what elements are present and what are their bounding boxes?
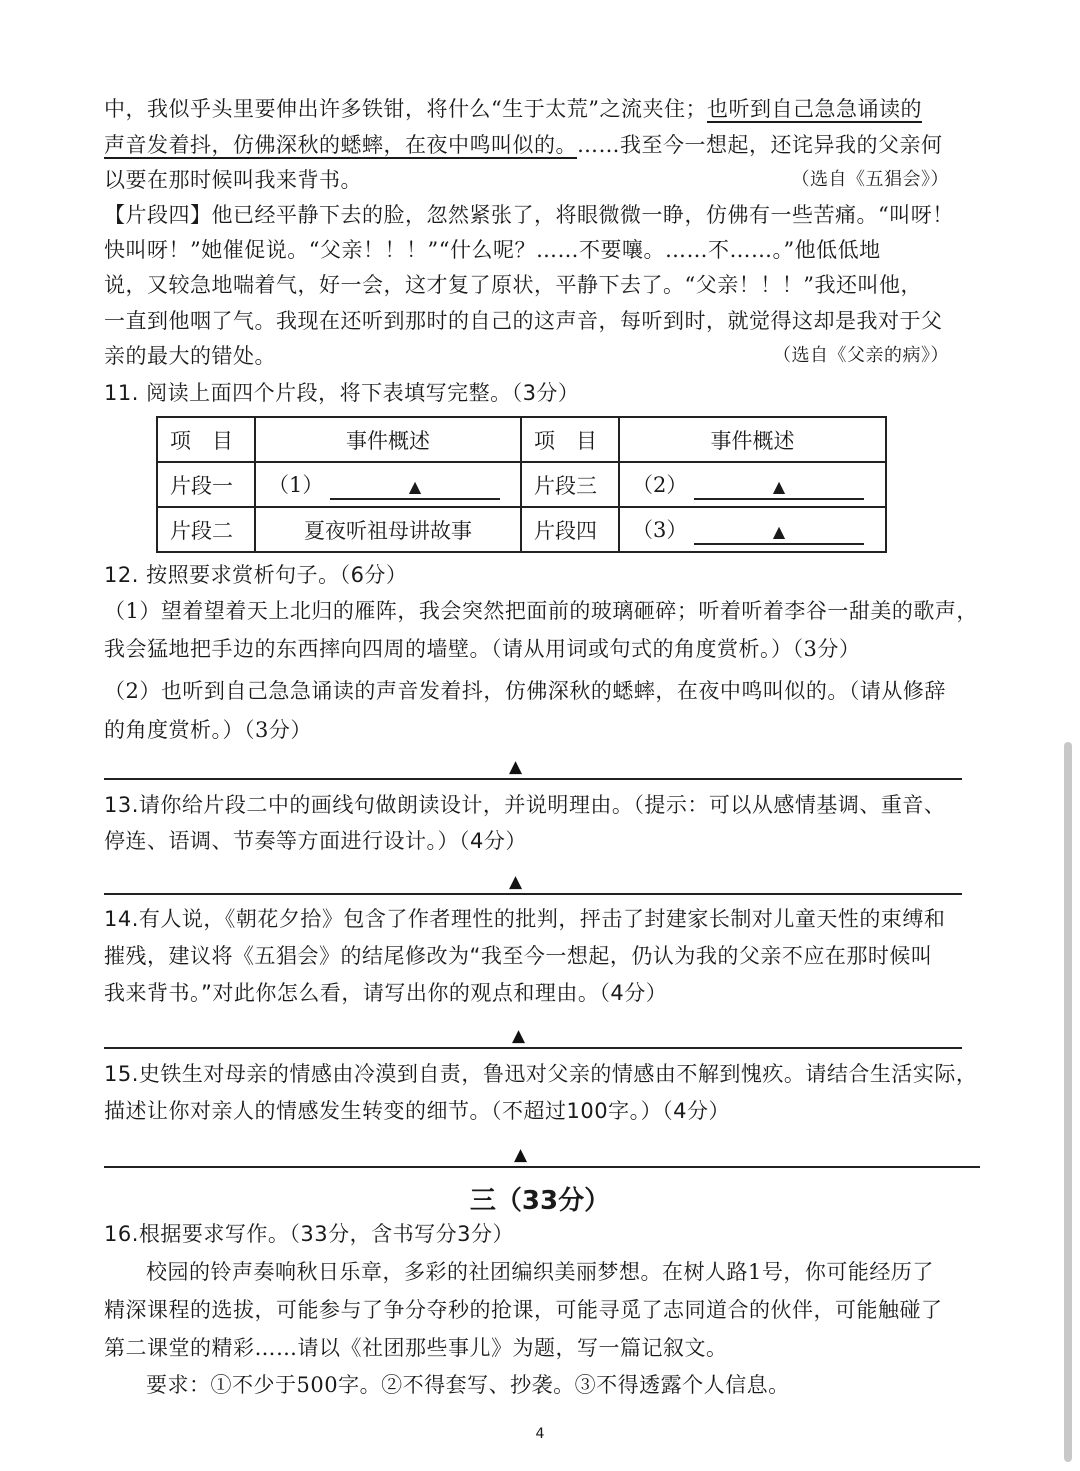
passage-line-1 [104,94,954,124]
fragment-4-line-4: 一直到他咽了气。我现在还听到那时的自己的这声音，每听到时，就觉得这却是我对于父 [104,309,943,333]
question-12-part-2-line-2: 的角度赏析。）（3分） [104,718,312,742]
answer-blank[interactable]: ▲ [694,476,864,500]
question-12-part-2-line-1: （2）也听到自己急急诵读的声音发着抖，仿佛深秋的蟋蟀，在夜中鸣叫似的。（请从修辞 [104,679,946,703]
question-16-line-3: 第二课堂的精彩……请以《社团那些事儿》为题，写一篇记叙文。 [104,1336,728,1360]
underlined-sentence: 声音发着抖，仿佛深秋的蟋蟀，在夜中鸣叫似的。 [104,133,577,157]
passage-text: ……我至今一想起，还诧异我的父亲何 [577,133,943,157]
question-15-line-2: 描述让你对亲人的情感发生转变的细节。（不超过100字。）（4分） [104,1099,730,1123]
table-row [157,462,886,507]
question-14-line-1: 14.有人说，《朝花夕拾》包含了作者理性的批判，抨击了封建家长制对儿童天性的束缚和 [104,907,946,931]
answer-line[interactable] [104,778,962,780]
answer-line[interactable] [104,1166,980,1168]
answer-marker: ▲ [512,1026,526,1046]
question-11-stem: 11. 阅读上面四个片段，将下表填写完整。（3分） [104,381,580,405]
passage-line-2 [104,130,954,160]
table-header-cell: 项 目 [157,417,255,462]
answer-line[interactable] [104,893,962,895]
answer-blank[interactable]: ▲ [694,521,864,545]
question-12-part-1-line-1: （1）望着望着天上北归的雁阵，我会突然把面前的玻璃砸碎；听着听着李谷一甜美的歌声， [104,599,978,623]
table-header-cell: 事件概述 [255,417,521,462]
answer-marker: ▲ [514,1145,528,1165]
source-note-1: （选自《五猖会》） [791,169,949,190]
question-13-line-1: 13.请你给片段二中的画线句做朗读设计，并说明理由。（提示：可以从感情基调、重音、 [104,793,946,817]
answer-marker: ▲ [509,872,523,892]
fragment-4-line-3: 说，又较急地喘着气，好一会，这才复了原状，平静下去了。“父亲！！！”我还叫他， [104,273,922,297]
underlined-sentence: 也听到自己急急诵读的 [706,97,922,121]
fragment-4-line-2: 快叫呀！”她催促说。“父亲！！！”“什么呢？……不要嚷。……不……。”他低低地 [104,238,881,262]
question-13-line-2: 停连、语调、节奏等方面进行设计。）（4分） [104,829,527,853]
page-number: 4 [535,1426,545,1442]
answer-blank[interactable]: ▲ [330,476,500,500]
table-cell: 片段一 [157,462,255,507]
passage-text: 以要在那时候叫我来背书。 [104,168,362,192]
answer-cell-3[interactable]: （3） ▲ [619,507,886,552]
answer-marker: ▲ [509,757,523,777]
table-header-row [157,417,886,462]
question-16-line-1: 校园的铃声奏响秋日乐章，多彩的社团编织美丽梦想。在树人路1号，你可能经历了 [146,1260,934,1284]
question-14-line-3: 我来背书。”对此你怎么看，请写出你的观点和理由。（4分） [104,981,668,1005]
table-cell: 片段二 [157,507,255,552]
question-15-line-1: 15.史铁生对母亲的情感由冷漠到自责，鲁迅对父亲的情感由不解到愧疚。请结合生活实际， [104,1062,978,1086]
question-16-stem: 16.根据要求写作。（33分，含书写分3分） [104,1222,514,1246]
table-cell: 片段四 [521,507,619,552]
passage-text: 中，我似乎头里要伸出许多铁钳，将什么“生于太荒”之流夹住； [104,97,707,121]
question-12-stem: 12. 按照要求赏析句子。（6分） [104,563,408,587]
table-header-cell: 事件概述 [619,417,886,462]
question-16-requirements: 要求：①不少于500字。②不得套写、抄袭。③不得透露个人信息。 [146,1373,790,1397]
question-12-part-1-line-2: 我会猛地把手边的东西摔向四周的墙壁。（请从用词或句式的角度赏析。）（3分） [104,637,861,661]
answer-cell-2[interactable]: （2） ▲ [619,462,886,507]
fragment-4-line-5: 亲的最大的错处。 [104,344,276,368]
question-14-line-2: 摧残，建议将《五猖会》的结尾修改为“我至今一想起，仍认为我的父亲不应在那时候叫 [104,944,933,968]
source-note-2: （选自《父亲的病》） [773,345,949,366]
fragment-4-line-1: 【片段四】他已经平静下去的脸，忽然紧张了，将眼微微一睁，仿佛有一些苦痛。“叫呀！ [104,203,954,227]
answer-cell-1[interactable]: （1） ▲ [255,462,521,507]
question-16-line-2: 精深课程的选拔，可能参与了争分夺秒的抢课，可能寻觅了志同道合的伙伴，可能触碰了 [104,1298,943,1322]
table-header-cell: 项 目 [521,417,619,462]
scrollbar[interactable] [1064,742,1072,1462]
table-cell: 片段三 [521,462,619,507]
answer-line[interactable] [104,1047,962,1049]
summary-table [156,416,887,553]
section-3-title: 三（33分） [469,1186,611,1216]
table-row [157,507,886,552]
table-cell: 夏夜听祖母讲故事 [255,507,521,552]
